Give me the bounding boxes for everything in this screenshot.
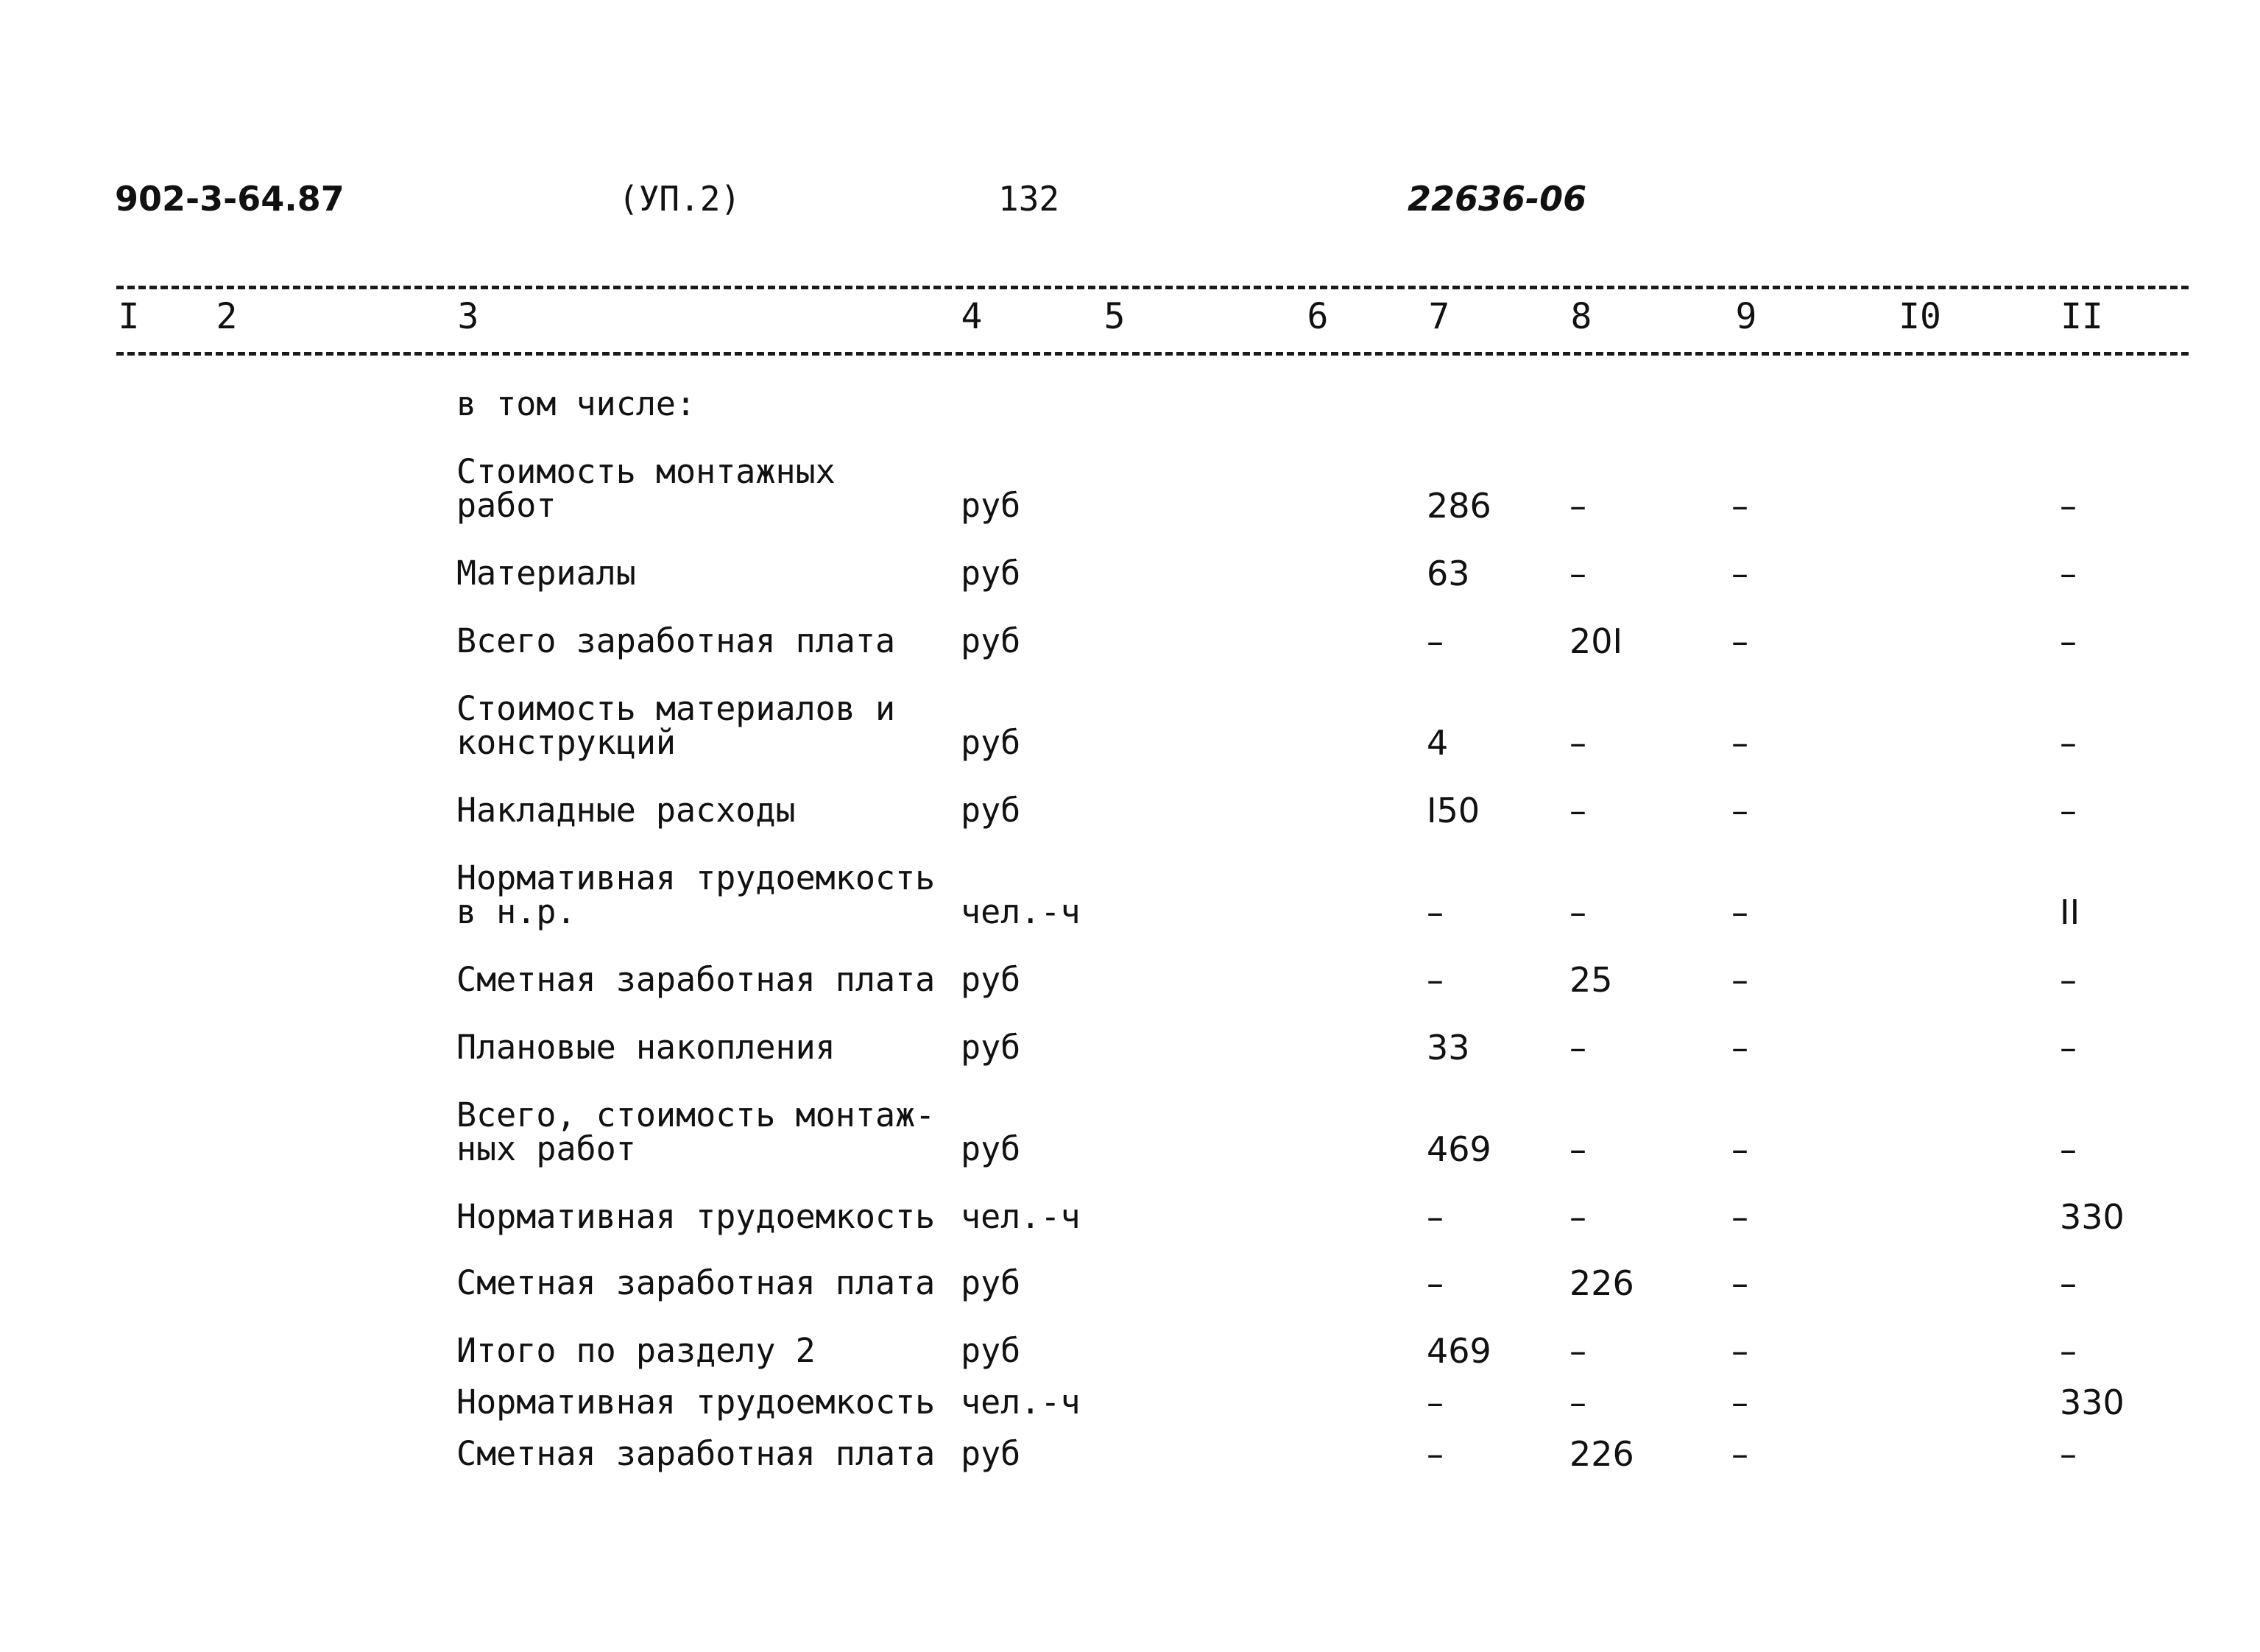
row-col8: 226: [1569, 1263, 1634, 1303]
row-unit: руб: [961, 1129, 1021, 1168]
row-col7: 33: [1427, 1028, 1470, 1067]
registration-number: 22636-06: [1408, 179, 1587, 219]
row-label: Сметная заработная плата: [456, 960, 936, 999]
row-col7: –: [1427, 892, 1444, 932]
row-unit: руб: [961, 791, 1021, 830]
row-col8: –: [1569, 1331, 1586, 1371]
intro-text: в том числе:: [456, 384, 696, 423]
row-col9: –: [1731, 1197, 1748, 1237]
page-number: 132: [998, 179, 1060, 219]
row-col8: –: [1569, 1197, 1586, 1237]
row-unit: чел.-ч: [961, 1383, 1081, 1422]
row-col9: –: [1731, 1383, 1748, 1422]
row-col11: –: [2060, 621, 2077, 661]
row-col9: –: [1731, 723, 1748, 763]
row-col7: –: [1427, 1434, 1444, 1474]
row-label: Нормативная трудоемкость: [456, 1383, 936, 1422]
column-number-1: I: [118, 296, 140, 337]
column-number-3: 3: [457, 296, 479, 337]
row-col11: II: [2060, 892, 2080, 932]
row-col7: –: [1427, 621, 1444, 661]
row-col8: –: [1569, 1028, 1586, 1067]
row-col8: 20I: [1569, 621, 1623, 661]
column-number-7: 7: [1428, 296, 1450, 337]
row-label: Материалы: [456, 554, 636, 593]
row-col8: –: [1569, 723, 1586, 763]
row-label: Всего, стоимость монтаж- ных работ: [456, 1095, 936, 1168]
row-label: Стоимость монтажных работ: [456, 452, 836, 525]
row-col8: –: [1569, 1383, 1586, 1422]
row-col11: –: [2060, 723, 2077, 763]
row-unit: руб: [961, 1434, 1021, 1473]
row-col9: –: [1731, 1129, 1748, 1169]
column-number-2: 2: [216, 296, 238, 337]
row-col7: –: [1427, 1197, 1444, 1237]
row-col8: 226: [1569, 1434, 1634, 1474]
row-label: Итого по разделу 2: [456, 1331, 816, 1370]
row-col7: 63: [1427, 554, 1470, 593]
column-number-8: 8: [1570, 296, 1592, 337]
row-col8: 25: [1569, 960, 1613, 1000]
row-unit: руб: [961, 486, 1021, 525]
row-col11: –: [2060, 1263, 2077, 1303]
row-col11: –: [2060, 486, 2077, 526]
row-col7: –: [1427, 1263, 1444, 1303]
row-col9: –: [1731, 554, 1748, 593]
table-header-rule: [116, 352, 2189, 356]
row-col11: –: [2060, 1028, 2077, 1067]
row-col9: –: [1731, 1331, 1748, 1371]
row-col11: –: [2060, 791, 2077, 830]
column-number-9: 9: [1735, 296, 1757, 337]
column-number-11: II: [2061, 296, 2103, 337]
table-top-rule: [116, 286, 2189, 289]
row-col8: –: [1569, 554, 1586, 593]
column-number-6: 6: [1307, 296, 1329, 337]
row-label: Сметная заработная плата: [456, 1434, 936, 1473]
row-col9: –: [1731, 621, 1748, 661]
row-col9: –: [1731, 892, 1748, 932]
row-col9: –: [1731, 1434, 1748, 1474]
row-col7: 286: [1427, 486, 1491, 526]
row-col7: 4: [1427, 723, 1449, 763]
row-col9: –: [1731, 486, 1748, 526]
row-unit: руб: [961, 554, 1021, 593]
row-col7: I50: [1427, 791, 1480, 830]
row-label: Плановые накопления: [456, 1028, 836, 1067]
row-label: Накладные расходы: [456, 791, 796, 830]
row-unit: руб: [961, 1028, 1021, 1067]
column-number-4: 4: [961, 296, 983, 337]
row-col7: 469: [1427, 1129, 1491, 1169]
row-unit: руб: [961, 621, 1021, 660]
row-label: Сметная заработная плата: [456, 1263, 936, 1302]
row-col9: –: [1731, 791, 1748, 830]
row-unit: руб: [961, 723, 1021, 762]
section-code: (УП.2): [618, 179, 741, 219]
row-col11: –: [2060, 1331, 2077, 1371]
row-col8: –: [1569, 892, 1586, 932]
row-col9: –: [1731, 1263, 1748, 1303]
row-col11: 330: [2060, 1383, 2125, 1422]
row-unit: руб: [961, 960, 1021, 999]
row-unit: чел.-ч: [961, 892, 1081, 931]
row-col11: 330: [2060, 1197, 2125, 1237]
row-col11: –: [2060, 554, 2077, 593]
row-col8: –: [1569, 791, 1586, 830]
row-label: Всего заработная плата: [456, 621, 896, 660]
row-col11: –: [2060, 1129, 2077, 1169]
row-col9: –: [1731, 960, 1748, 1000]
row-col7: 469: [1427, 1331, 1491, 1371]
row-unit: руб: [961, 1263, 1021, 1302]
row-label: Нормативная трудоемкость в н.р.: [456, 858, 936, 931]
column-number-10: I0: [1899, 296, 1941, 337]
document-code: 902-3-64.87: [115, 179, 345, 219]
row-label: Стоимость материалов и конструкций: [456, 689, 896, 762]
row-col11: –: [2060, 960, 2077, 1000]
row-col8: –: [1569, 1129, 1586, 1169]
row-col7: –: [1427, 960, 1444, 1000]
row-unit: чел.-ч: [961, 1197, 1081, 1236]
row-col7: –: [1427, 1383, 1444, 1422]
row-label: Нормативная трудоемкость: [456, 1197, 936, 1236]
row-col9: –: [1731, 1028, 1748, 1067]
column-number-5: 5: [1103, 296, 1126, 337]
row-col8: –: [1569, 486, 1586, 526]
row-col11: –: [2060, 1434, 2077, 1474]
row-unit: руб: [961, 1331, 1021, 1370]
